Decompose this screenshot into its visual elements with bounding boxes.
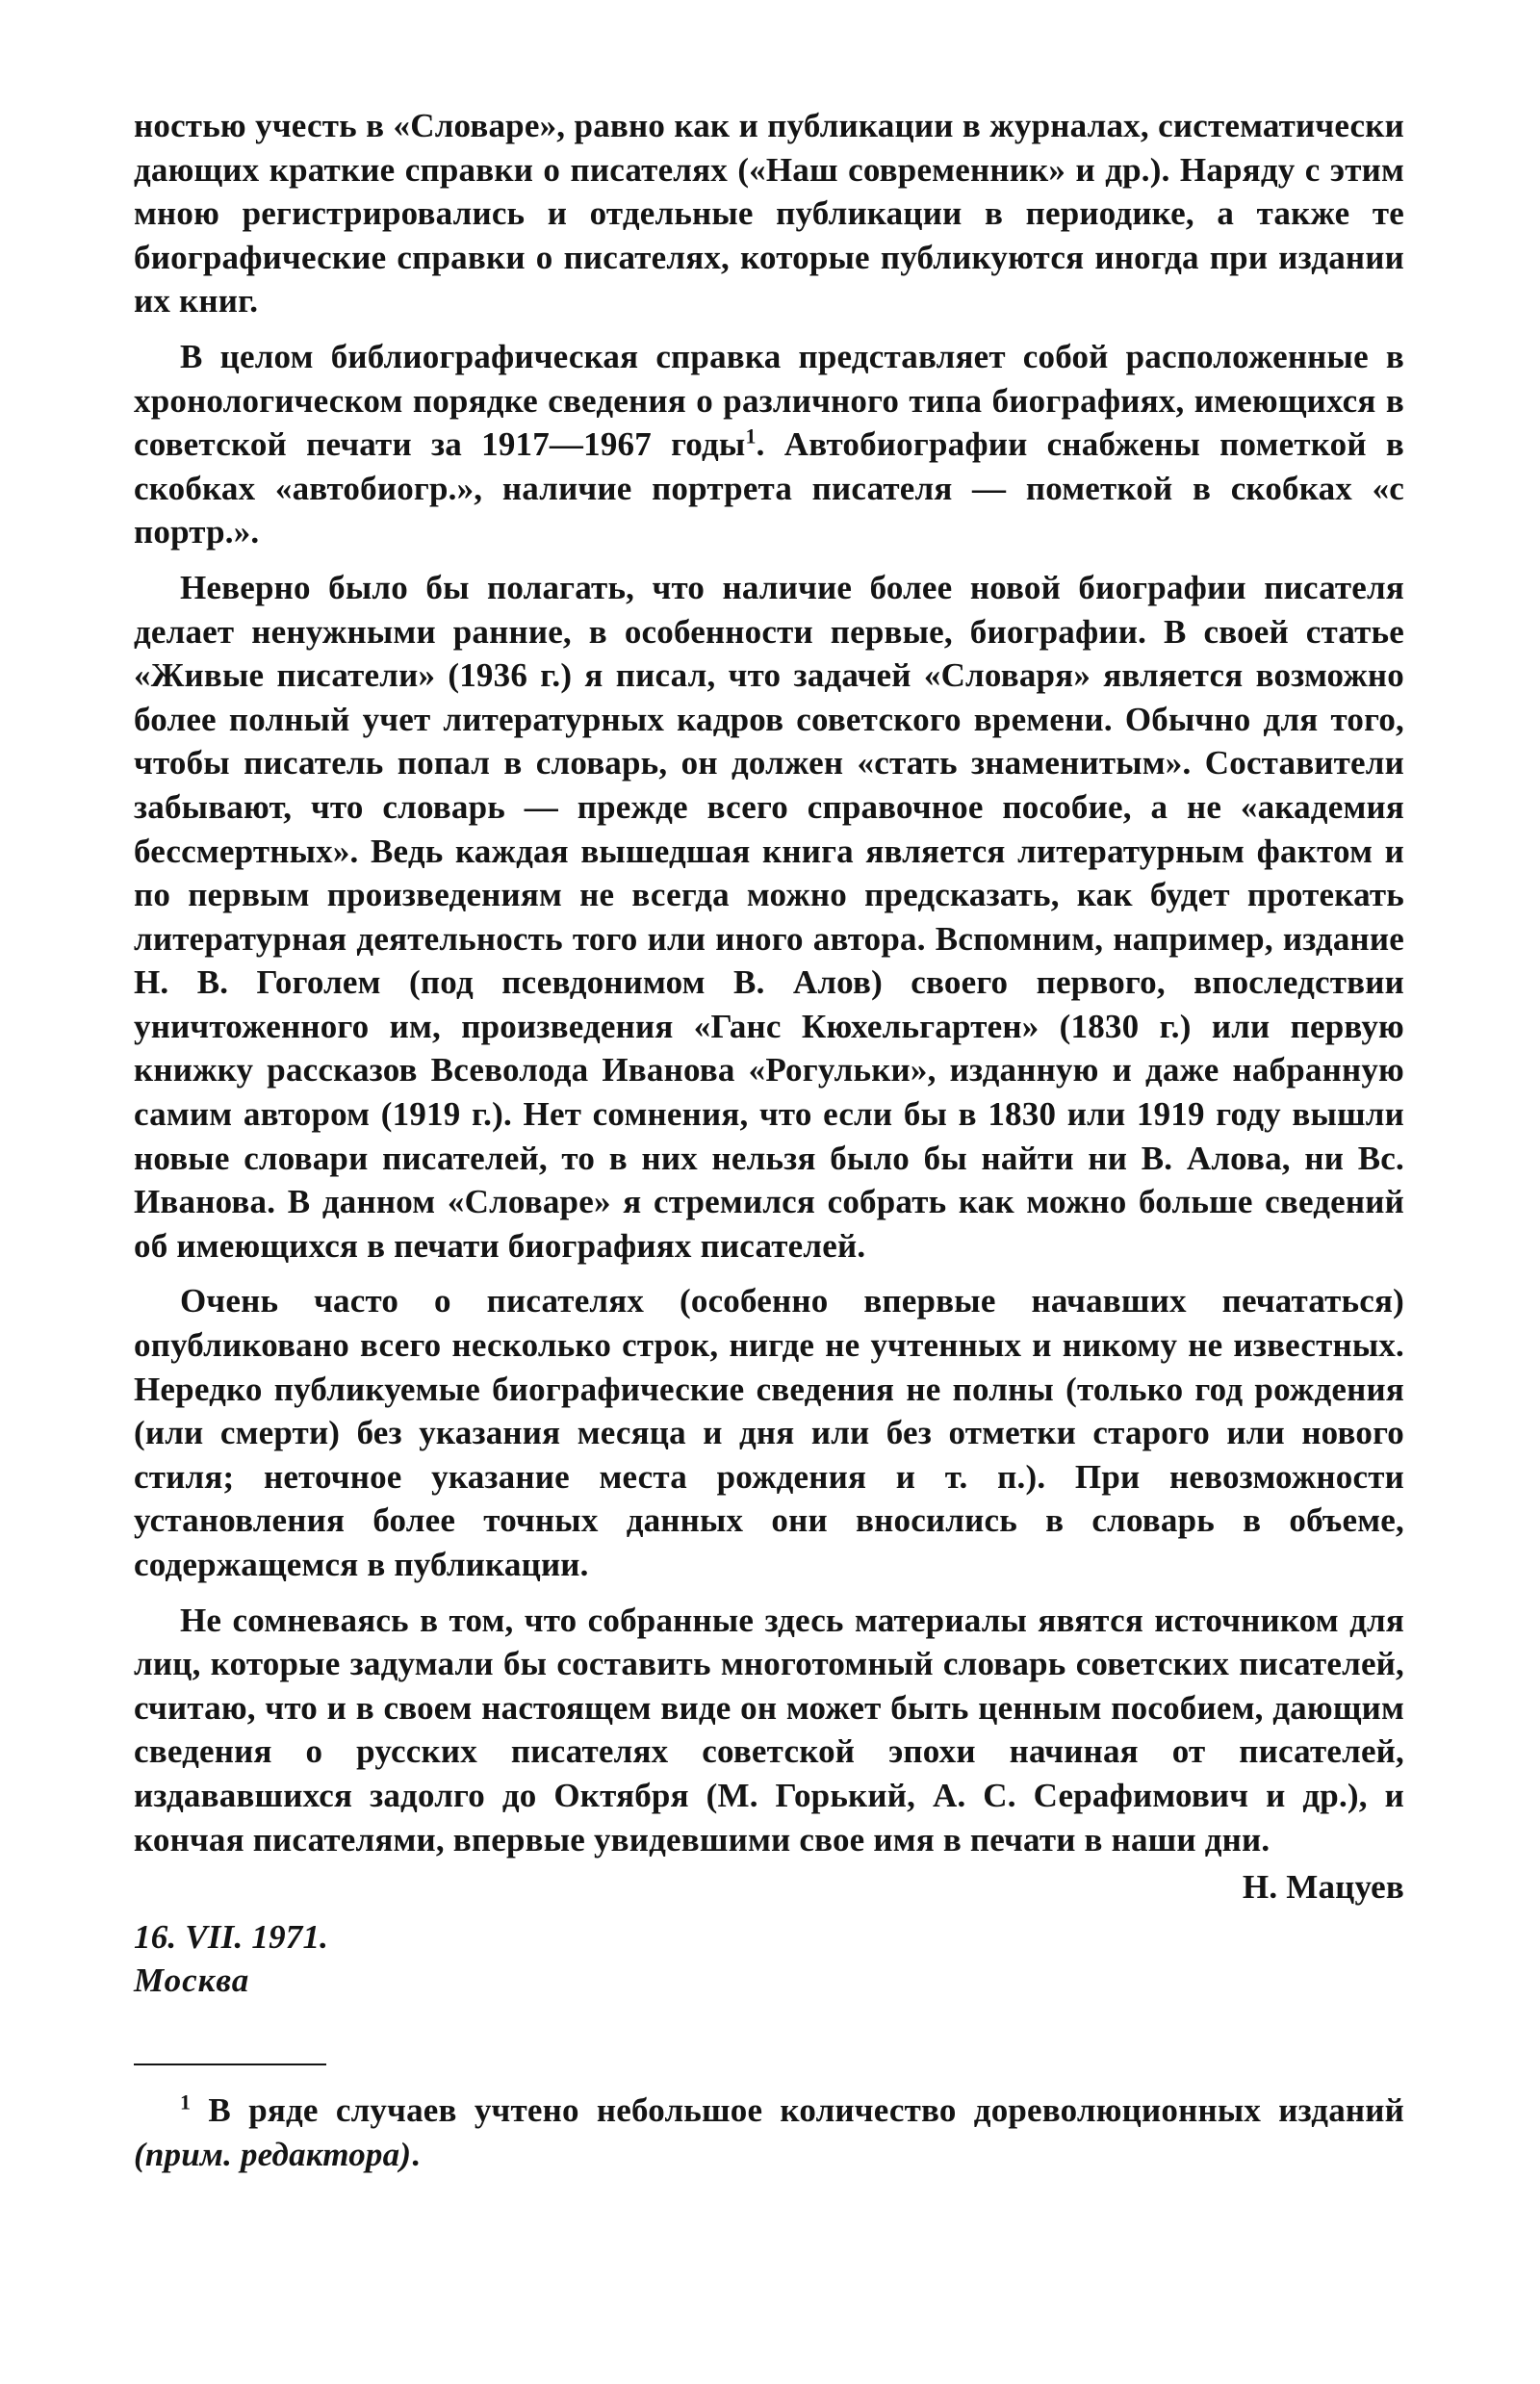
paragraph-2-text: В целом библиографическая справка представляет собой расположенные в хронологическом порядке сведения о различного типа биографиях, имеющихся в советской печати за 1917—1967 годы xyxy=(134,337,1404,464)
footnote-reference: 1 xyxy=(745,423,757,449)
footnote-end: . xyxy=(411,2135,421,2173)
place-line: Москва xyxy=(134,1961,250,2000)
footnote-divider xyxy=(134,2064,326,2065)
footnote xyxy=(134,2089,1404,2176)
paragraph-1: ностью учесть в «Словаре», равно как и публикации в журналах, систематически дающих краткие справки о писателях («Наш современник» и др.). Наряду с этим мною регистрировались и отдельные публикации в периодике, а также те биографические справки о писателях, которые публикуются иногда при издании их книг. xyxy=(134,107,1404,320)
paragraph-4: Очень часто о писателях (особенно впервые начавших печататься) опубликовано всего несколько строк, нигде не учтенных и никому не известных. Нередко публикуемые биографические сведения не полны (только год рождения (или смерти) без указания месяца и дня или без отметки старого или нового стиля; неточное указание места рождения и т. п.). При невозможности установления более точных данных они вносились в словарь в объеме, содержащемся в публикации. xyxy=(134,1282,1404,1583)
date-line: 16. VII. 1971. xyxy=(134,1918,329,1957)
signature-block xyxy=(134,1865,1404,2010)
footnote-editor-note: (прим. редактора) xyxy=(134,2135,412,2173)
paragraph-2 xyxy=(134,335,1404,554)
author-signature: Н. Мацуев xyxy=(1242,1868,1404,1907)
paragraph-3: Неверно было бы полагать, что наличие более новой биографии писателя делает ненужными ранние, в особенности первые, биографии. В своей статье «Живые писатели» (1936 г.) я писал, что задачей «Словаря» является возможно более полный учет литературных кадров советского времени. Обычно для того, чтобы писатель попал в словарь, он должен «стать знаменитым». Составители забывают, что словарь — прежде всего справочное пособие, а не «академия бессмертных». Ведь каждая вышедшая книга является литературным фактом и по первым произведениям не всегда можно предсказать, как будет протекать литературная деятельность того или иного автора. Вспомним, например, издание Н. В. Гоголем (под псевдонимом В. Алов) своего первого, впоследствии уничтоженного им, произведения «Ганс Кюхельгартен» (1830 г.) или первую книжку рассказов Всеволода Иванова «Рогульки», изданную и даже набранную самим автором (1919 г.). Нет сомнения, что если бы в 1830 или 1919 году вышли новые словари писателей, то в них нельзя было бы найти ни В. Алова, ни Вс. Иванова. В данном «Словаре» я стремился собрать как можно больше сведений об имеющихся в печати биографиях писателей. xyxy=(134,568,1404,1265)
document-page xyxy=(134,104,1404,2176)
footnote-marker: 1 xyxy=(180,2089,192,2115)
paragraph-2-tail: . Автобиографии снабжены пометкой в скобках «автобиогр.», наличие портрета писателя — пометкой в скобках «с портр.». xyxy=(134,425,1404,551)
paragraph-5: Не сомневаясь в том, что собранные здесь материалы явятся источником для лиц, которые задумали бы составить многотомный словарь советских писателей, считаю, что и в своем настоящем виде он может быть ценным пособием, дающим сведения о русских писателях советской эпохи начиная от писателей, издававшихся задолго до Октября (М. Горький, А. С. Серафимович и др.), и кончая писателями, впервые увидевшими свое имя в печати в наши дни. xyxy=(134,1601,1404,1858)
footnote-text: В ряде случаев учтено небольшое количество дореволюционных изданий xyxy=(191,2091,1404,2130)
